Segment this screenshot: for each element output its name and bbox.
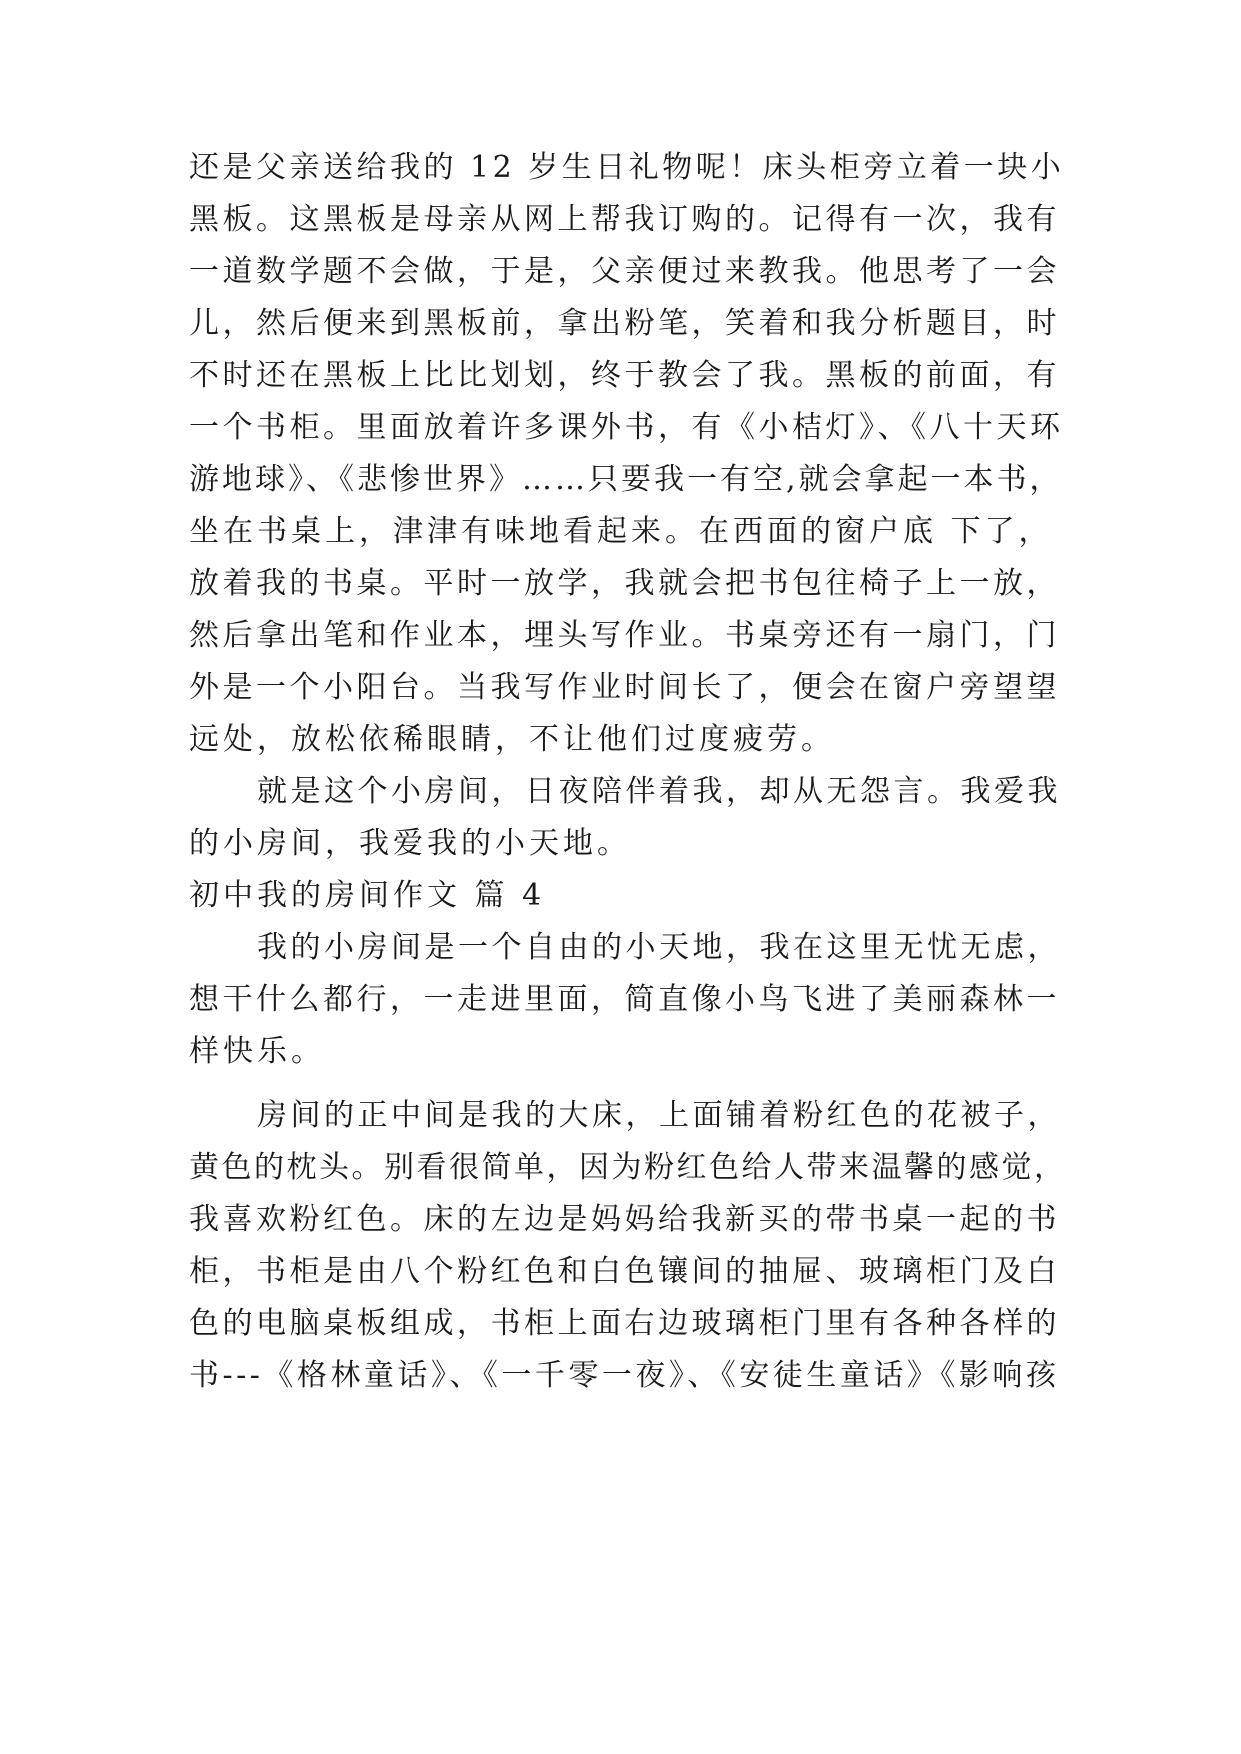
- text-line: 色的电脑桌板组成，书柜上面右边玻璃柜门里有各种各样的: [189, 1306, 1060, 1341]
- text-line: 儿，然后便来到黑板前，拿出粉笔，笑着和我分析题目，时: [189, 306, 1060, 341]
- text-line: 外是一个小阳台。当我写作业时间长了，便会在窗户旁望望: [189, 670, 1060, 705]
- text-line: 黄色的枕头。别看很简单，因为粉红色给人带来温馨的感觉，: [189, 1150, 1067, 1185]
- text-line: 我喜欢粉红色。床的左边是妈妈给我新买的带书桌一起的书: [189, 1202, 1060, 1237]
- text-line: 柜，书柜是由八个粉红色和白色镶间的抽屉、玻璃柜门及白: [189, 1254, 1060, 1289]
- text-line: 黑板。这黑板是母亲从网上帮我订购的。记得有一次，我有: [189, 202, 1060, 237]
- text-line: 房间的正中间是我的大床，上面铺着粉红色的花被子，: [257, 1098, 1061, 1133]
- text-line: 就是这个小房间，日夜陪伴着我，却从无怨言。我爱我: [257, 774, 1061, 809]
- text-line: 一道数学题不会做，于是，父亲便过来教我。他思考了一会: [189, 254, 1060, 289]
- text-line: 一个书柜。里面放着许多课外书，有《小桔灯》、《八十天环: [189, 410, 1064, 445]
- text-line: 还是父亲送给我的 12 岁生日礼物呢！床头柜旁立着一块小: [189, 150, 1065, 185]
- text-line: 游地球》、《悲惨世界》……只要我一有空,就会拿起一本书，: [189, 462, 1063, 497]
- text-line: 样快乐。: [189, 1034, 325, 1069]
- text-line: 坐在书桌上，津津有味地看起来。在西面的窗户底 下了，: [189, 514, 1053, 549]
- text-line: 的小房间，我爱我的小天地。: [189, 826, 631, 861]
- text-line: 想干什么都行，一走进里面，简直像小鸟飞进了美丽森林一: [189, 982, 1060, 1017]
- section-heading: 初中我的房间作文 篇 4: [189, 878, 546, 913]
- text-line: 放着我的书桌。平时一放学，我就会把书包往椅子上一放，: [189, 566, 1060, 601]
- text-line: 然后拿出笔和作业本，埋头写作业。书桌旁还有一扇门，门: [189, 618, 1060, 653]
- text-line: 书---《格林童话》、《一千零一夜》、《安徒生童话》《影响孩: [189, 1358, 1060, 1393]
- text-line: 我的小房间是一个自由的小天地，我在这里无忧无虑，: [257, 930, 1061, 965]
- text-line: 远处，放松依稀眼睛，不让他们过度疲劳。: [189, 722, 835, 757]
- text-line: 不时还在黑板上比比划划，终于教会了我。黑板的前面，有: [189, 358, 1060, 393]
